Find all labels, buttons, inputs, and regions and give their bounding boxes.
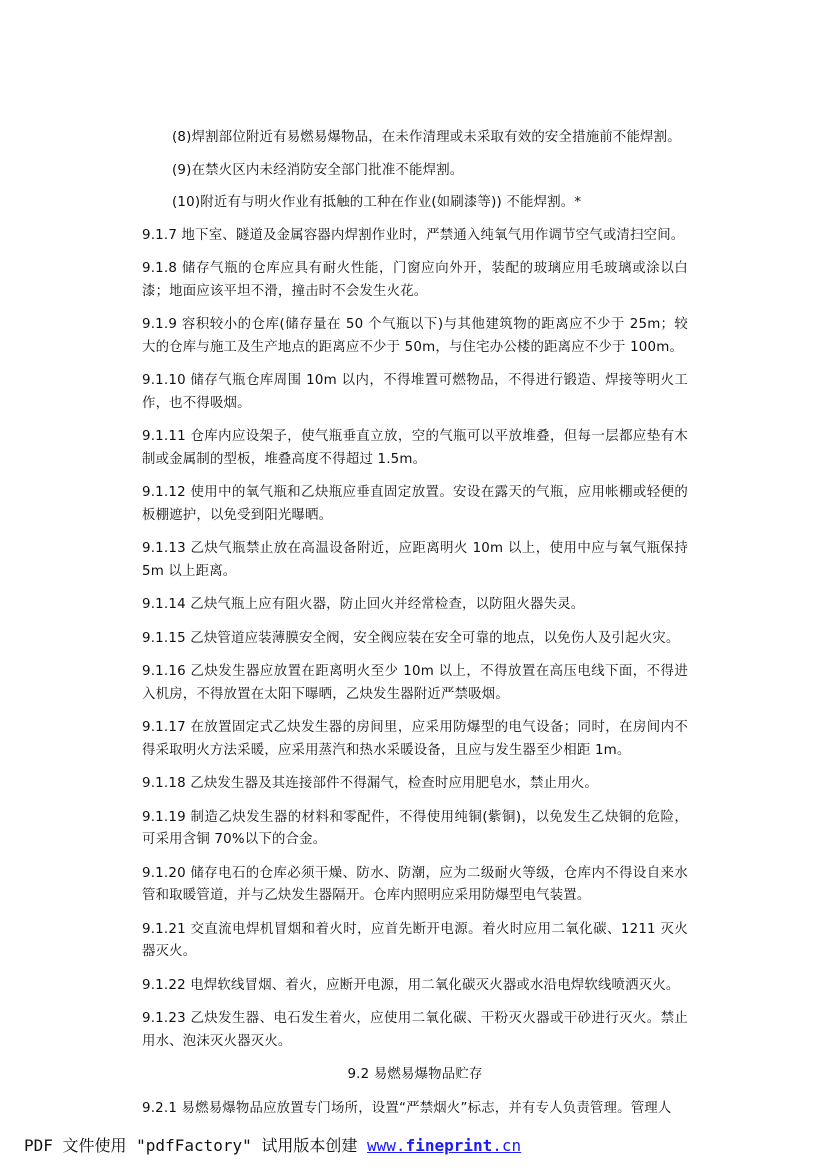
clause-9: (9)在禁火区内未经消防安全部门批准不能焊割。 bbox=[172, 162, 464, 178]
item-9-1-19: 9.1.19 制造乙炔发生器的材料和零配件，不得使用纯铜(紫铜)，以免发生乙炔铜的危险，可采用含铜 70%以下的合金。 bbox=[142, 809, 688, 847]
item-9-1-16: 9.1.16 乙炔发生器应放置在距离明火至少 10m 以上，不得放置在高压电线下面，不得进入机房，不得放置在太阳下曝晒，乙炔发生器附近严禁吸烟。 bbox=[142, 664, 688, 702]
item-9-2-1: 9.2.1 易燃易爆物品应放置专门场所，设置“严禁烟火”标志，并有专人负责管理。管理人 bbox=[142, 1100, 672, 1116]
item-9-1-23: 9.1.23 乙炔发生器、电石发生着火，应使用二氧化碳、干粉灭火器或干砂进行灭火。禁止用水、泡沫灭火器灭火。 bbox=[142, 1011, 688, 1049]
item-9-1-21: 9.1.21 交直流电焊机冒烟和着火时，应首先断开电源。着火时应用二氧化碳、1211 灭火器灭火。 bbox=[142, 921, 688, 959]
pdf-footer bbox=[24, 1133, 521, 1156]
clause-8: (8)焊割部位附近有易燃易爆物品，在未作清理或未采取有效的安全措施前不能焊割。 bbox=[172, 130, 681, 145]
link-brand: fineprint bbox=[405, 1136, 493, 1155]
item-9-1-12: 9.1.12 使用中的氧气瓶和乙炔瓶应垂直固定放置。安设在露天的气瓶，应用帐棚或轻便的板棚遮护，以免受到阳光曝晒。 bbox=[142, 485, 688, 523]
item-9-1-13: 9.1.13 乙炔气瓶禁止放在高温设备附近，应距离明火 10m 以上，使用中应与氧气瓶保持 5m 以上距离。 bbox=[142, 541, 688, 579]
item-9-1-14: 9.1.14 乙炔气瓶上应有阻火器，防止回火并经常检查，以防阻火器失灵。 bbox=[142, 597, 585, 612]
item-9-1-17: 9.1.17 在放置固定式乙炔发生器的房间里，应采用防爆型的电气设备；同时，在房间内不得采取明火方法采暖，应采用蒸汽和热水采暖设备，且应与发生器至少相距 1m。 bbox=[142, 720, 688, 758]
section-heading: 9.2 易燃易爆物品贮存 bbox=[347, 1067, 483, 1082]
item-9-1-18: 9.1.18 乙炔发生器及其连接部件不得漏气，检查时应用肥皂水，禁止用火。 bbox=[142, 776, 598, 791]
item-9-1-15: 9.1.15 乙炔管道应装薄膜安全阀，安全阀应装在安全可靠的地点，以免伤人及引起火灾。 bbox=[142, 630, 680, 646]
clause-10: (10)附近有与明火作业有抵触的工种在作业(如刷漆等)) 不能焊割。* bbox=[172, 195, 582, 210]
item-9-1-10: 9.1.10 储存气瓶仓库周围 10m 以内，不得堆置可燃物品，不得进行锻造、焊接等明火工作，也不得吸烟。 bbox=[142, 373, 688, 411]
item-9-1-20: 9.1.20 储存电石的仓库必须干燥、防水、防潮，应为二级耐火等级，仓库内不得设自来水管和取暖管道，并与乙炔发生器隔开。仓库内照明应采用防爆型电气装置。 bbox=[142, 865, 688, 903]
item-9-1-11: 9.1.11 仓库内应设架子，使气瓶垂直立放，空的气瓶可以平放堆叠，但每一层都应垫有木制或金属制的型板，堆叠高度不得超过 1.5m。 bbox=[142, 429, 688, 467]
item-9-1-7: 9.1.7 地下室、隧道及金属容器内焊割作业时，严禁通入纯氧气用作调节空气或清扫空间。 bbox=[142, 227, 685, 243]
footer-text: PDF 文件使用 "pdfFactory" 试用版本创建 bbox=[24, 1136, 368, 1155]
item-9-1-22: 9.1.22 电焊软线冒烟、着火，应断开电源，用二氧化碳灭火器或水沿电焊软线喷洒灭火。 bbox=[142, 977, 680, 993]
fineprint-link[interactable] bbox=[367, 1136, 521, 1155]
page-body bbox=[142, 127, 688, 1131]
item-9-1-9: 9.1.9 容积较小的仓库(储存量在 50 个气瓶以下)与其他建筑物的距离应不少于 25m；较大的仓库与施工及生产地点的距离应不少于 50m，与住宅办公楼的距离应不少于 100m。 bbox=[142, 317, 688, 355]
link-tld: .cn bbox=[492, 1136, 522, 1155]
link-www: www. bbox=[367, 1136, 406, 1155]
item-9-1-8: 9.1.8 储存气瓶的仓库应具有耐火性能，门窗应向外开，装配的玻璃应用毛玻璃或涂以白漆；地面应该平坦不滑，撞击时不会发生火花。 bbox=[142, 261, 688, 299]
